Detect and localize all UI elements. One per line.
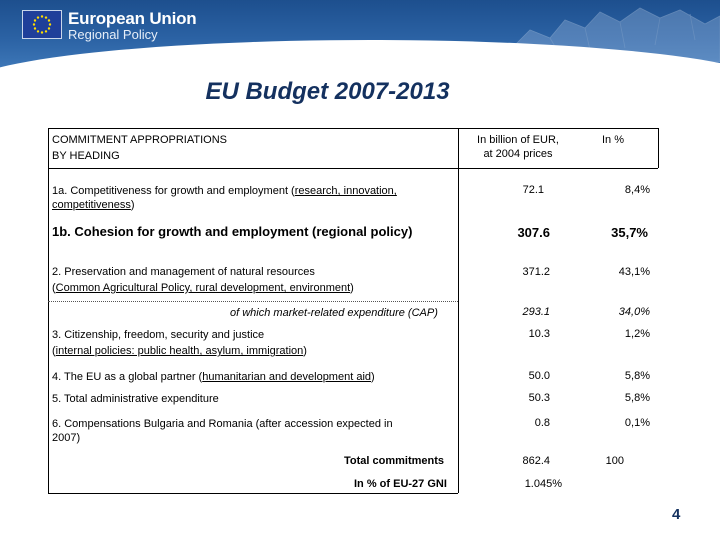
header-divider (458, 128, 459, 168)
header-commitment-line2: BY HEADING (52, 150, 120, 162)
page-title: EU Budget 2007-2013 (205, 78, 450, 105)
row-1b-label: 1b. Cohesion for growth and employment (regional policy) (52, 224, 413, 239)
row-3-link[interactable]: internal policies: public health, asylum, immigration (55, 345, 304, 357)
budget-table (48, 128, 658, 494)
header-value-line1: In billion of EUR, (477, 134, 559, 146)
row-2-sub-value: 293.1 (522, 306, 550, 318)
row-1a-label: 1a. Competitiveness for growth and employment (research, innovation, competitiveness) (52, 185, 397, 211)
header-bottom-border (48, 168, 658, 169)
row-1b-value: 307.6 (517, 225, 550, 240)
row-1b-percent: 35,7% (611, 225, 648, 240)
row-1a-percent: 8,4% (624, 184, 650, 196)
row-3-label: 3. Citizenship, freedom, security and justice (internal policies: public health, asylum, immigration) (52, 329, 307, 357)
row-6-value: 0.8 (534, 417, 550, 429)
gni-label: In % of EU-27 GNI (354, 478, 447, 490)
row-6-label: 6. Compensations Bulgaria and Romania (after accession expected in 2007) (52, 418, 393, 444)
row-2-percent: 43,1% (618, 266, 650, 278)
row-4-value: 50.0 (528, 370, 550, 382)
row-4-percent: 5,8% (624, 370, 650, 382)
total-value: 862.4 (522, 455, 550, 467)
row-2-sub-label: of which market-related expenditure (CAP) (230, 307, 438, 319)
total-label: Total commitments (344, 455, 445, 467)
page-number: 4 (672, 506, 681, 523)
label-column-border (458, 168, 459, 493)
row-1a-value: 72.1 (522, 184, 544, 196)
row-4-label: 4. The EU as a global partner (humanitarian and development aid) (52, 371, 375, 383)
brand-logo-text (68, 9, 196, 42)
row-5-percent: 5,8% (624, 392, 650, 404)
row-2-value: 371.2 (522, 266, 550, 278)
row2-dotted-separator (48, 301, 458, 302)
header-value-line2: at 2004 prices (483, 148, 553, 160)
table-left-border (48, 128, 49, 493)
row-4-link[interactable]: humanitarian and development aid (202, 371, 371, 383)
row-3-percent: 1,2% (624, 328, 650, 340)
row-2-link[interactable]: Common Agricultural Policy, rural development, environment (55, 282, 351, 294)
total-percent: 100 (605, 455, 624, 467)
header-value (462, 133, 574, 161)
row-2-label: 2. Preservation and management of natural resources (Common Agricultural Policy, rural development, environment) (52, 266, 354, 294)
gni-value: 1.045% (524, 478, 562, 490)
brand-subtitle: Regional Policy (68, 27, 158, 42)
row-5-value: 50.3 (528, 392, 550, 404)
header-commitment-line1: COMMITMENT APPROPRIATIONS (52, 134, 227, 146)
row-5-label: 5. Total administrative expenditure (52, 393, 219, 405)
row-1a-link-2[interactable]: competitiveness (52, 199, 131, 211)
table-top-border (48, 128, 458, 129)
header-commitment (52, 133, 227, 163)
brand-name: European Union (68, 9, 197, 28)
row-2-sub-percent: 34,0% (618, 306, 650, 318)
header-right-border (658, 128, 659, 168)
row-6-percent: 0,1% (624, 417, 650, 429)
row-1a-link[interactable]: research, innovation, (294, 185, 397, 197)
eu-flag-icon (22, 10, 62, 39)
row-3-value: 10.3 (528, 328, 550, 340)
header-top-border (458, 128, 658, 129)
table-bottom-border (48, 493, 458, 494)
header-percent: In % (601, 134, 624, 146)
